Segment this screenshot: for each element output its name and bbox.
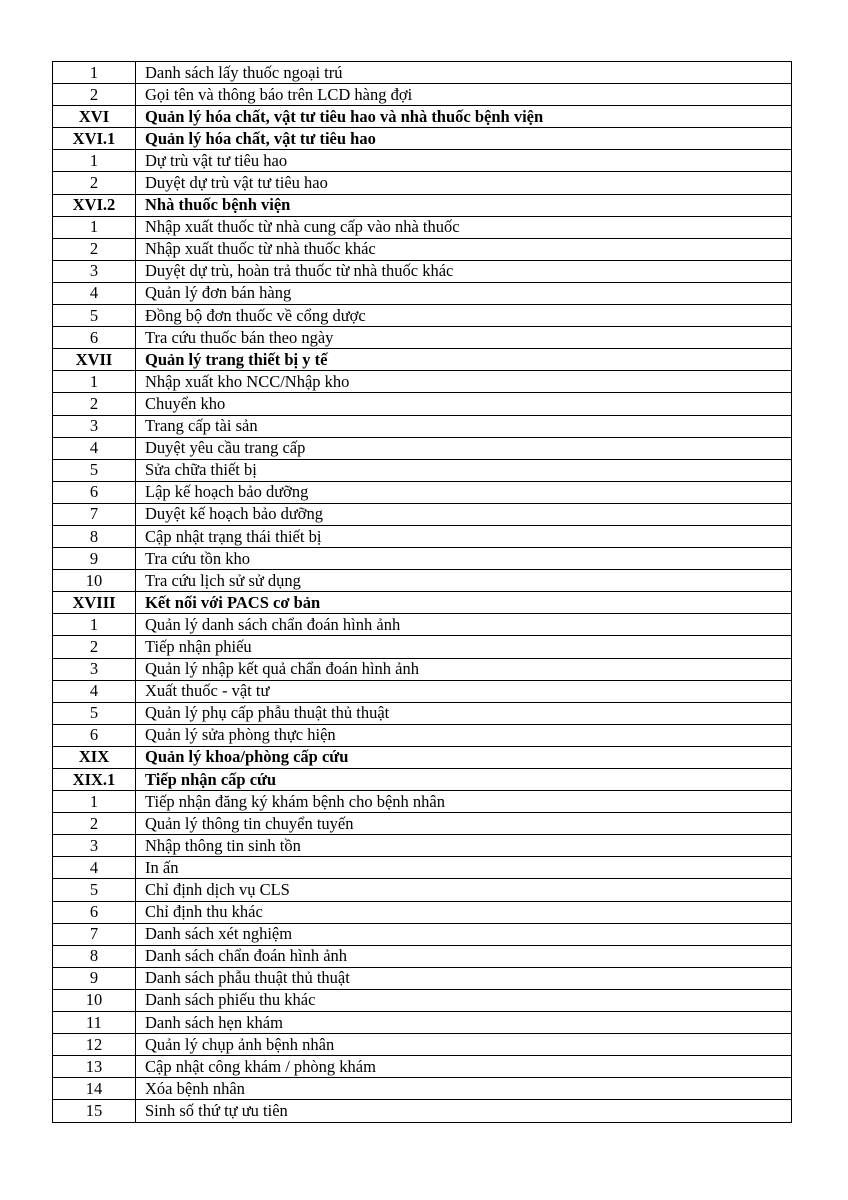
row-description: Tra cứu thuốc bán theo ngày (136, 327, 792, 349)
row-number: 6 (53, 901, 136, 923)
table-row (53, 238, 792, 260)
row-number: 6 (53, 724, 136, 746)
row-number: 4 (53, 680, 136, 702)
section-number: XIX (53, 746, 136, 768)
table-row (53, 967, 792, 989)
row-description: Quản lý chụp ảnh bệnh nhân (136, 1034, 792, 1056)
row-description: Xuất thuốc - vật tư (136, 680, 792, 702)
row-number: 3 (53, 260, 136, 282)
table-row (53, 415, 792, 437)
table-row (53, 260, 792, 282)
section-header-row (53, 194, 792, 216)
row-number: 7 (53, 923, 136, 945)
row-number: 6 (53, 327, 136, 349)
row-number: 1 (53, 791, 136, 813)
table-row (53, 658, 792, 680)
table-row (53, 525, 792, 547)
row-description: Cập nhật công khám / phòng khám (136, 1056, 792, 1078)
section-title: Quản lý hóa chất, vật tư tiêu hao (136, 128, 792, 150)
row-number: 2 (53, 813, 136, 835)
row-number: 4 (53, 282, 136, 304)
row-number: 3 (53, 415, 136, 437)
row-description: Xóa bệnh nhân (136, 1078, 792, 1100)
row-description: Tra cứu tồn kho (136, 548, 792, 570)
feature-list-body (53, 62, 792, 1123)
row-number: 10 (53, 989, 136, 1011)
table-row (53, 548, 792, 570)
table-row (53, 327, 792, 349)
row-number: 2 (53, 238, 136, 260)
table-row (53, 481, 792, 503)
row-description: Danh sách phẫu thuật thủ thuật (136, 967, 792, 989)
row-description: Dự trù vật tư tiêu hao (136, 150, 792, 172)
section-number: XVII (53, 349, 136, 371)
row-description: Quản lý danh sách chẩn đoán hình ảnh (136, 614, 792, 636)
table-row (53, 813, 792, 835)
table-row (53, 84, 792, 106)
row-number: 9 (53, 548, 136, 570)
table-row (53, 459, 792, 481)
row-description: Quản lý thông tin chuyển tuyến (136, 813, 792, 835)
row-description: Tiếp nhận phiếu (136, 636, 792, 658)
table-row (53, 216, 792, 238)
row-number: 8 (53, 525, 136, 547)
row-number: 2 (53, 84, 136, 106)
row-number: 5 (53, 702, 136, 724)
row-description: Duyệt yêu cầu trang cấp (136, 437, 792, 459)
section-number: XVIII (53, 592, 136, 614)
section-header-row (53, 592, 792, 614)
row-description: Sửa chữa thiết bị (136, 459, 792, 481)
section-number: XVI.1 (53, 128, 136, 150)
table-row (53, 305, 792, 327)
row-number: 7 (53, 503, 136, 525)
section-number: XVI (53, 106, 136, 128)
row-description: Trang cấp tài sản (136, 415, 792, 437)
table-row (53, 1034, 792, 1056)
table-row (53, 680, 792, 702)
row-description: Cập nhật trạng thái thiết bị (136, 525, 792, 547)
row-description: Nhập thông tin sinh tồn (136, 835, 792, 857)
row-number: 5 (53, 459, 136, 481)
section-header-row (53, 106, 792, 128)
row-number: 15 (53, 1100, 136, 1122)
row-description: Danh sách phiếu thu khác (136, 989, 792, 1011)
row-number: 2 (53, 636, 136, 658)
row-description: Đồng bộ đơn thuốc về cổng dược (136, 305, 792, 327)
table-row (53, 989, 792, 1011)
row-number: 13 (53, 1056, 136, 1078)
section-title: Quản lý trang thiết bị y tế (136, 349, 792, 371)
table-row (53, 150, 792, 172)
row-number: 4 (53, 857, 136, 879)
row-number: 1 (53, 62, 136, 84)
table-row (53, 614, 792, 636)
table-row (53, 437, 792, 459)
table-row (53, 393, 792, 415)
row-description: Nhập xuất thuốc từ nhà cung cấp vào nhà thuốc (136, 216, 792, 238)
table-row (53, 172, 792, 194)
section-header-row (53, 128, 792, 150)
table-row (53, 1100, 792, 1122)
row-description: Nhập xuất thuốc từ nhà thuốc khác (136, 238, 792, 260)
row-number: 1 (53, 150, 136, 172)
section-number: XVI.2 (53, 194, 136, 216)
table-row (53, 282, 792, 304)
table-row (53, 371, 792, 393)
row-number: 12 (53, 1034, 136, 1056)
row-description: Chỉ định dịch vụ CLS (136, 879, 792, 901)
table-row (53, 702, 792, 724)
row-description: Tiếp nhận đăng ký khám bệnh cho bệnh nhân (136, 791, 792, 813)
row-description: Tra cứu lịch sử sử dụng (136, 570, 792, 592)
feature-list-table (52, 61, 792, 1123)
row-description: Danh sách hẹn khám (136, 1012, 792, 1034)
table-row (53, 1056, 792, 1078)
table-row (53, 879, 792, 901)
section-title: Quản lý khoa/phòng cấp cứu (136, 746, 792, 768)
row-description: Chỉ định thu khác (136, 901, 792, 923)
row-number: 5 (53, 879, 136, 901)
table-row (53, 835, 792, 857)
table-row (53, 1012, 792, 1034)
section-header-row (53, 746, 792, 768)
row-description: Quản lý sửa phòng thực hiện (136, 724, 792, 746)
section-title: Nhà thuốc bệnh viện (136, 194, 792, 216)
row-number: 4 (53, 437, 136, 459)
row-description: Sinh số thứ tự ưu tiên (136, 1100, 792, 1122)
row-description: Duyệt kế hoạch bảo dưỡng (136, 503, 792, 525)
row-number: 10 (53, 570, 136, 592)
row-description: Gọi tên và thông báo trên LCD hàng đợi (136, 84, 792, 106)
row-number: 3 (53, 658, 136, 680)
row-description: Quản lý nhập kết quả chẩn đoán hình ảnh (136, 658, 792, 680)
section-title: Kết nối với PACS cơ bản (136, 592, 792, 614)
row-description: In ấn (136, 857, 792, 879)
table-row (53, 945, 792, 967)
row-number: 9 (53, 967, 136, 989)
table-row (53, 1078, 792, 1100)
row-number: 2 (53, 172, 136, 194)
row-number: 3 (53, 835, 136, 857)
table-row (53, 901, 792, 923)
table-row (53, 857, 792, 879)
table-row (53, 570, 792, 592)
section-header-row (53, 349, 792, 371)
row-description: Danh sách xét nghiệm (136, 923, 792, 945)
row-description: Duyệt dự trù, hoàn trả thuốc từ nhà thuốc khác (136, 260, 792, 282)
row-description: Danh sách lấy thuốc ngoại trú (136, 62, 792, 84)
row-number: 5 (53, 305, 136, 327)
table-row (53, 923, 792, 945)
row-number: 8 (53, 945, 136, 967)
table-row (53, 636, 792, 658)
row-number: 11 (53, 1012, 136, 1034)
row-description: Duyệt dự trù vật tư tiêu hao (136, 172, 792, 194)
section-header-row (53, 769, 792, 791)
table-row (53, 791, 792, 813)
row-number: 1 (53, 371, 136, 393)
row-number: 14 (53, 1078, 136, 1100)
table-row (53, 724, 792, 746)
row-description: Nhập xuất kho NCC/Nhập kho (136, 371, 792, 393)
section-title: Quản lý hóa chất, vật tư tiêu hao và nhà thuốc bệnh viện (136, 106, 792, 128)
section-number: XIX.1 (53, 769, 136, 791)
row-number: 2 (53, 393, 136, 415)
row-number: 6 (53, 481, 136, 503)
row-number: 1 (53, 614, 136, 636)
table-row (53, 503, 792, 525)
row-description: Quản lý phụ cấp phẫu thuật thủ thuật (136, 702, 792, 724)
section-title: Tiếp nhận cấp cứu (136, 769, 792, 791)
row-description: Quản lý đơn bán hàng (136, 282, 792, 304)
row-description: Lập kế hoạch bảo dưỡng (136, 481, 792, 503)
row-description: Chuyển kho (136, 393, 792, 415)
table-row (53, 62, 792, 84)
row-description: Danh sách chẩn đoán hình ảnh (136, 945, 792, 967)
row-number: 1 (53, 216, 136, 238)
